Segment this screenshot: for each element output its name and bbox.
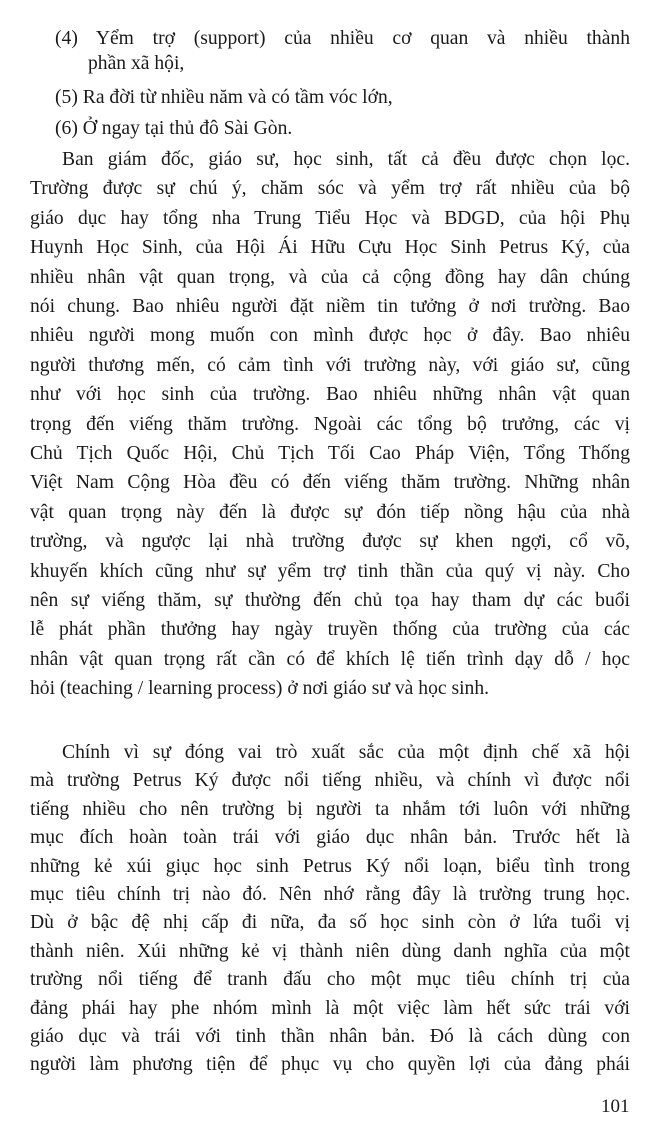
paragraph-2-line: tiếng nhiều cho nên trường bị người ta nhắm tới luôn với những [30, 798, 630, 820]
list-item-5: (5) Ra đời từ nhiều năm và có tầm vóc lớn, [55, 87, 393, 108]
paragraph-1-line: giáo dục hay tổng nha Trung Tiểu Học và BDGD, của hội Phụ [30, 207, 630, 229]
paragraph-2-line: Chính vì sự đóng vai trò xuất sắc của một định chế xã hội [62, 742, 630, 763]
paragraph-2-line: Dù ở bậc đệ nhị cấp đi nữa, đa số học sinh còn ở lứa tuổi vị [30, 912, 630, 934]
paragraph-1-line: nhiều nhân vật quan trọng, và của cả cộng đồng hay dân chúng [30, 266, 630, 288]
paragraph-1-line: Huynh Học Sinh, của Hội Ái Hữu Cựu Học Sinh Petrus Ký, của [30, 237, 630, 259]
list-item-4-line-1: (4) Yểm trợ (support) của nhiều cơ quan và nhiều thành [55, 28, 630, 49]
paragraph-1-line: như với học sinh của trường. Bao nhiêu những nhân vật quan [30, 384, 630, 406]
paragraph-1-line: người thương mến, có cảm tình với trường này, với giáo sư, cũng [30, 354, 630, 376]
list-item-4-line-2: phần xã hội, [88, 53, 185, 74]
paragraph-1-line: lễ phát phần thưởng hay ngày truyền thống của trường của các [30, 619, 630, 641]
paragraph-2-line: trường nổi tiếng để tranh đấu cho một mục tiêu chính trị của [30, 969, 630, 991]
paragraph-2-line: giáo dục và trái với tinh thần nhân bản. Đó là cách dùng con [30, 1026, 630, 1047]
paragraph-1-line: Việt Nam Cộng Hòa đều có đến viếng thăm trường. Những nhân [30, 472, 630, 494]
paragraph-1-line: Ban giám đốc, giáo sư, học sinh, tất cả đều được chọn lọc. [62, 149, 630, 170]
paragraph-1-line: hỏi (teaching / learning process) ở nơi giáo sư và học sinh. [30, 678, 490, 700]
paragraph-2-line: thành niên. Xúi những kẻ vị thành niên dùng danh nghĩa của một [30, 940, 630, 962]
paragraph-2-line: người làm phương tiện để phục vụ cho quyền lợi của đảng phái [30, 1054, 630, 1076]
paragraph-1-line: Chủ Tịch Quốc Hội, Chủ Tịch Tối Cao Pháp Viện, Tổng Thống [30, 443, 630, 464]
paragraph-2-line: mục đích hoàn toàn trái với giáo dục nhân bản. Trước hết là [30, 827, 630, 849]
paragraph-2-line: những kẻ xúi giục học sinh Petrus Ký nổi loạn, biểu tình trong [30, 855, 630, 877]
paragraph-1-line: Trường được sự chú ý, chăm sóc và yểm trợ rất nhiều của bộ [30, 178, 630, 200]
paragraph-1-line: nói chung. Bao nhiêu người đặt niềm tin tưởng ở nơi trường. Bao [30, 296, 630, 317]
paragraph-1-line: trọng đến viếng thăm trường. Ngoài các tổng bộ trưởng, các vị [30, 413, 630, 435]
paragraph-1-line: nhân vật quan trọng rất cần có để khích lệ tiến trình dạy dỗ / học [30, 648, 630, 670]
paragraph-2-line: mà trường Petrus Ký được nổi tiếng nhiều, và chính vì được nổi [30, 770, 630, 792]
page-number: 101 [601, 1096, 630, 1117]
paragraph-1-line: nhiêu người mong muốn con mình được học ở đây. Bao nhiêu [30, 325, 630, 347]
paragraph-1-line: nên sự viếng thăm, sự thường đến chủ tọa hay tham dự các buổi [30, 590, 630, 611]
paragraph-2-line: mục tiêu chính trị nào đó. Nên nhớ rằng đây là trường trung học. [30, 884, 630, 905]
paragraph-2-line: đảng phái hay phe nhóm mình là một việc làm hết sức trái với [30, 997, 630, 1019]
list-item-6: (6) Ở ngay tại thủ đô Sài Gòn. [55, 118, 293, 139]
paragraph-1-line: trường, và ngược lại nhà trường được sự khen ngợi, cổ võ, [30, 531, 630, 553]
paragraph-1-line: khuyến khích cũng như sự yểm trợ tinh thần của quý vị này. Cho [30, 560, 630, 582]
paragraph-1-line: vật quan trọng này đến là được sự đón tiếp nồng hậu của nhà [30, 501, 630, 523]
